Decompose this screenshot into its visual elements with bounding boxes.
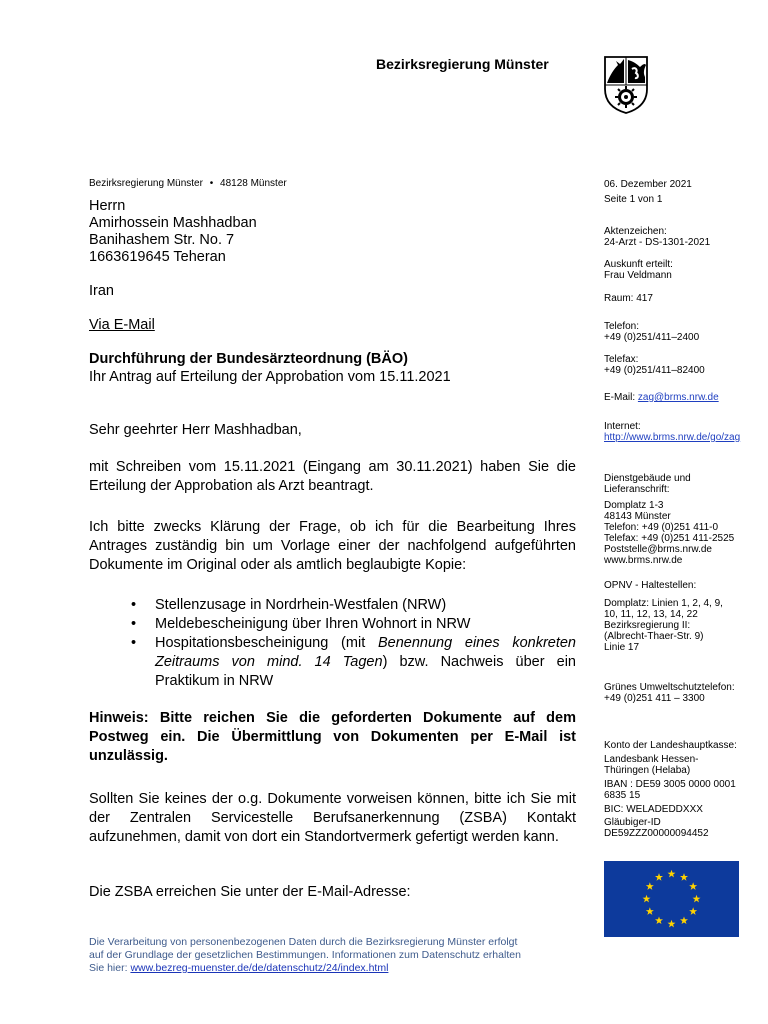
- reference-block: Aktenzeichen: 24-Arzt - DS-1301-2021: [604, 226, 711, 248]
- paragraph-2: Ich bitte zwecks Klärung der Frage, ob ich für die Bearbeitung Ihres Antrages zuständig bin um Vorlage einer der nachfolgend aufgeführten Dokumente im Original oder als amtlich beglaubigte Kopie:: [89, 519, 576, 573]
- delivery-method: Via E-Mail: [89, 317, 155, 333]
- paragraph-3: Sollten Sie keines der o.g. Dokumente vorweisen können, bitte ich Sie mit der Zentralen Servicestelle Berufsanerkennung (ZSBA) Kontakt aufzunehmen, damit von dort ein Standortvermerk gefertigt werden kann.: [89, 791, 576, 845]
- letter-date: 06. Dezember 2021: [604, 179, 692, 190]
- recipient-salutation: Herrn: [89, 198, 126, 214]
- recipient-address: [89, 198, 257, 300]
- list-item: Hospitationsbescheinigung (mit Benennung eines konkreten Zeitraums von mind. 14 Tagen) bzw. Nachweis über ein Praktikum in NRW: [155, 635, 576, 689]
- eu-flag-icon: [604, 861, 739, 937]
- recipient-country: Iran: [89, 283, 114, 299]
- page-count: Seite 1 von 1: [604, 194, 663, 205]
- recipient-name: Amirhossein Mashhadban: [89, 215, 257, 231]
- sender-line: [89, 178, 287, 189]
- room: Raum: 417: [604, 293, 653, 304]
- recipient-postal-city: 1663619645 Teheran: [89, 249, 226, 265]
- opnv-block: Domplatz: Linien 1, 2, 4, 9, 10, 11, 12, 13, 14, 22 Bezirksregierung II: (Albrecht-Thaer-Str. 9) Linie 17: [604, 598, 723, 653]
- bank-block: Konto der Landeshauptkasse: Landesbank Hessen- Thüringen (Helaba) IBAN : DE59 3005 0000 0001 6835 15 BIC: WELADEDDXXX Gläubiger-ID DE59ZZZ00000094452: [604, 740, 737, 839]
- email-link[interactable]: zag@brms.nrw.de: [637, 392, 719, 403]
- fax-block: Telefax: +49 (0)251/411–82400: [604, 354, 705, 376]
- sender-city: 48128 Münster: [220, 178, 287, 189]
- document-list: [89, 596, 576, 691]
- authority-title: Bezirksregierung Münster: [376, 56, 549, 72]
- nrw-coat-of-arms-icon: [602, 55, 650, 115]
- sender-separator: •: [209, 178, 214, 189]
- building-block: Dienstgebäude und Lieferanschrift: Domplatz 1-3 48143 Münster Telefon: +49 (0)251 411-0 Telefax: +49 (0)251 411-2525 Poststelle@brms.nrw.de www.brms.nrw.de: [604, 473, 735, 566]
- paragraph-1: mit Schreiben vom 15.11.2021 (Eingang am 30.11.2021) haben Sie die Erteilung der Approbation als Arzt beantragt.: [89, 459, 576, 494]
- greeting: Sehr geehrter Herr Mashhadban,: [89, 422, 302, 438]
- list-item: Stellenzusage in Nordrhein-Westfalen (NRW): [155, 597, 447, 613]
- contact-person-block: Auskunft erteilt: Frau Veldmann: [604, 259, 673, 281]
- phone-block: Telefon: +49 (0)251/411–2400: [604, 321, 700, 343]
- privacy-footer: Die Verarbeitung von personenbezogenen Daten durch die Bezirksregierung Münster erfolgt auf der Grundlage der gesetzlichen Bestimmungen. Informationen zum Datenschutz erhalten Sie hier: www.bezreg-muenster.de/de/datenschutz/24/index.html: [89, 936, 521, 974]
- privacy-link[interactable]: www.bezreg-muenster.de/de/datenschutz/24/index.html: [130, 962, 389, 974]
- environment-phone-block: Grünes Umweltschutztelefon: +49 (0)251 411 – 3300: [604, 682, 735, 704]
- sender-name: Bezirksregierung Münster: [89, 178, 203, 189]
- paragraph-4: Die ZSBA erreichen Sie unter der E-Mail-Adresse:: [89, 884, 411, 900]
- subject-title: Durchführung der Bundesärzteordnung (BÄO): [89, 351, 408, 367]
- email-block: E-Mail: zag@brms.nrw.de: [604, 392, 719, 403]
- emphasis-period: Benennung eines konkreten Zeitraums von mind. 14 Tagen: [155, 635, 576, 670]
- subject-subtitle: Ihr Antrag auf Erteilung der Approbation vom 15.11.2021: [89, 369, 451, 385]
- notice: Hinweis: Bitte reichen Sie die geforderten Dokumente auf dem Postweg ein. Die Übermittlung von Dokumenten per E-Mail ist unzulässig.: [89, 710, 576, 764]
- opnv-label: OPNV - Haltestellen:: [604, 580, 697, 591]
- internet-link[interactable]: http://www.brms.nrw.de/go/zag: [604, 432, 741, 443]
- recipient-street: Banihashem Str. No. 7: [89, 232, 235, 248]
- internet-block: Internet: http://www.brms.nrw.de/go/zag: [604, 421, 754, 443]
- list-item: Meldebescheinigung über Ihren Wohnort in NRW: [155, 616, 471, 632]
